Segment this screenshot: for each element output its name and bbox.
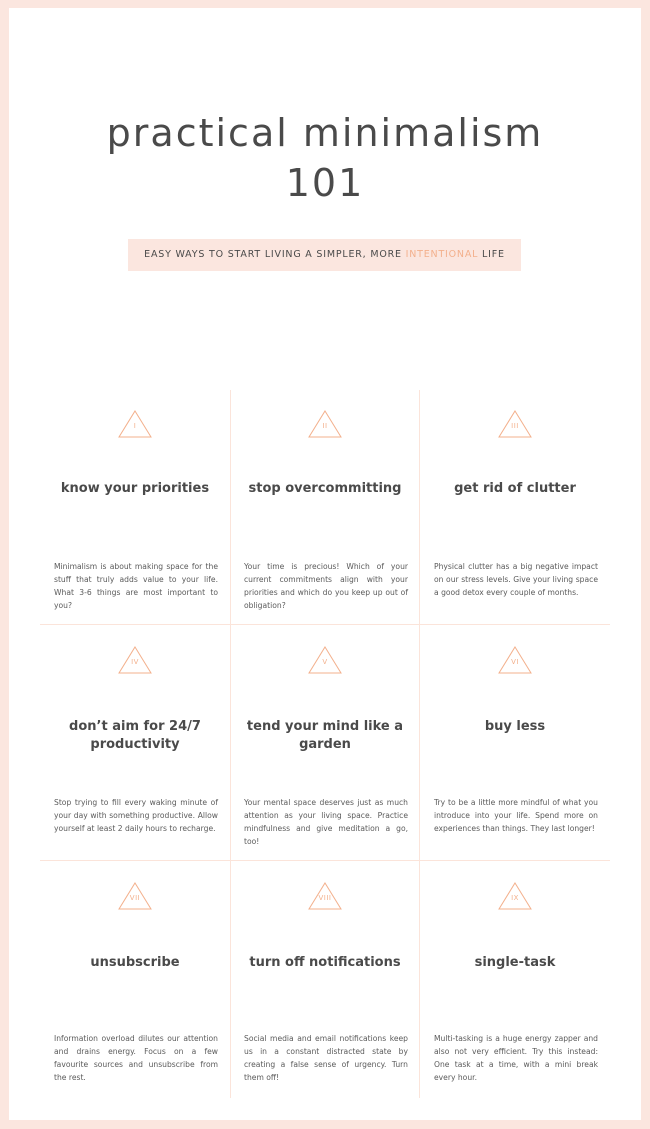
tip-number: III (511, 422, 519, 430)
tip-number: VII (129, 894, 141, 902)
tip-description: Minimalism is about making space for the stuff that truly adds value to your life. What 3-6 things are most important to you? (54, 562, 218, 610)
tip-description: Social media and email notifications keep us in a constant distracted state by creating a false sense of urgency. Turn them off! (244, 1034, 408, 1082)
tip-description: Physical clutter has a big negative impact on our stress levels. Give your living space a good detox every couple of months. (434, 562, 598, 597)
tip-number: IV (131, 658, 139, 666)
subtitle-text: EASY WAYS TO START LIVING A SIMPLER, MORE (144, 249, 406, 260)
tip-number: VI (511, 658, 519, 666)
subtitle-banner (128, 239, 521, 271)
tip-heading: buy less (484, 719, 546, 734)
tip-heading: single-task (474, 955, 556, 970)
infographic-card (9, 8, 641, 1120)
triangle-icon (498, 646, 532, 674)
triangle-icon (498, 410, 532, 438)
tip-heading: know your priorities (60, 481, 210, 496)
tip-cell (40, 626, 230, 862)
tip-number: II (322, 422, 328, 430)
tips-grid (40, 390, 610, 1098)
triangle-icon (498, 882, 532, 910)
tip-description: Try to be a little more mindful of what you introduce into your life. Spend more on experiences than things. They last longer! (434, 798, 598, 833)
tip-description: Stop trying to fill every waking minute of your day with something productive. Allow yourself at least 2 daily hours to recharge. (54, 798, 218, 833)
subtitle-text-end: LIFE (478, 249, 505, 260)
tip-heading: don’t aim for 24/7 productivity (69, 719, 201, 752)
page-title (9, 108, 641, 208)
tip-cell (230, 390, 420, 626)
triangle-icon (118, 882, 152, 910)
tip-heading: unsubscribe (90, 955, 180, 970)
tip-heading: tend your mind like a garden (246, 719, 404, 752)
tip-heading: get rid of clutter (454, 481, 576, 496)
tip-description: Your mental space deserves just as much attention as your living space. Practice mindfulness and give meditation a go, too! (244, 798, 408, 846)
tip-cell (420, 626, 610, 862)
tip-heading: stop overcommitting (248, 481, 402, 496)
triangle-icon (308, 410, 342, 438)
tip-number: IX (511, 894, 519, 902)
tip-heading: turn off notifications (249, 955, 401, 970)
tip-cell (420, 390, 610, 626)
triangle-icon (118, 646, 152, 674)
tip-description: Your time is precious! Which of your current commitments align with your priorities and which do you keep up out of obligation? (244, 562, 408, 610)
triangle-icon (118, 410, 152, 438)
triangle-icon (308, 646, 342, 674)
tip-description: Multi-tasking is a huge energy zapper and also not very efficient. Try this instead: One task at a time, with a mini break every hour. (434, 1034, 598, 1082)
tip-cell (230, 862, 420, 1098)
title-line-2: 101 (285, 161, 365, 205)
title-line-1: practical minimalism (106, 111, 544, 155)
tip-cell (420, 862, 610, 1098)
tip-cell (230, 626, 420, 862)
tip-number: VIII (318, 894, 332, 902)
tip-number: I (133, 422, 137, 430)
tip-cell (40, 862, 230, 1098)
tip-cell (40, 390, 230, 626)
subtitle-accent-word: INTENTIONAL (405, 249, 479, 260)
tip-description: Information overload dilutes our attention and drains energy. Focus on a few favourite sources and unsubscribe from the rest. (54, 1034, 218, 1082)
tip-number: V (322, 658, 328, 666)
triangle-icon (308, 882, 342, 910)
